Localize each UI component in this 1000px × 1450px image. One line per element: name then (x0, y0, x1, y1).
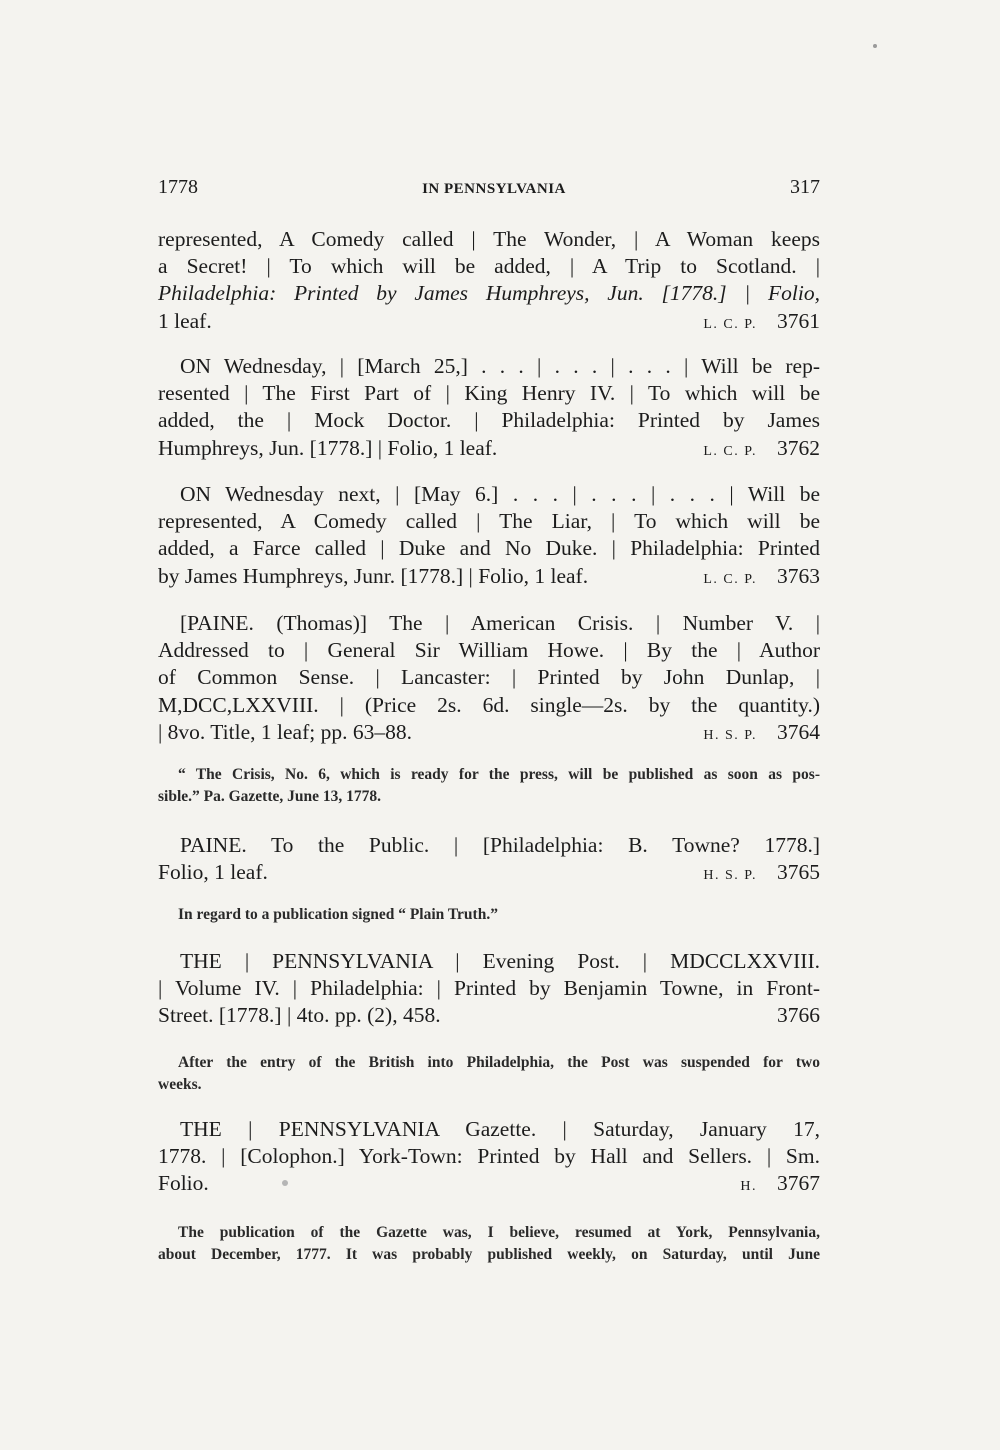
entry-last-line (158, 719, 820, 749)
entry-line: ON Wednesday next, | [May 6.] . . . | . . . | . . . | Will be (180, 482, 820, 506)
entry-number: 3761 (777, 308, 820, 333)
running-title: IN PENNSYLVANIA (422, 181, 566, 197)
location-mark: H. (740, 1179, 757, 1195)
entry-last-text: Street. [1778.] | 4to. pp. (2), 458. (158, 1003, 441, 1028)
entry-3765 (158, 832, 820, 889)
entry-line: ON Wednesday, | [March 25,] . . . | . . . | . . . | Will be rep- (180, 354, 820, 378)
entry-3764 (158, 610, 820, 749)
entry-3763 (158, 481, 820, 593)
entry-line: THE | PENNSYLVANIA Gazette. | Saturday, January 17, (180, 1117, 820, 1141)
entry-line: M,DCC,LXXVIII. | (Price 2s. 6d. single—2s. by the quantity.) (158, 692, 820, 717)
note-line: In regard to a publication signed “ Plain Truth.” (178, 906, 498, 923)
entry-line: of Common Sense. | Lancaster: | Printed by John Dunlap, | (158, 665, 820, 690)
note-line: about December, 1777. It was probably published weekly, on Saturday, until June (158, 1246, 820, 1263)
note-post (158, 1052, 820, 1096)
entry-last-line (158, 1170, 820, 1200)
note-line: After the entry of the British into Philadelphia, the Post was suspended for two (178, 1054, 820, 1071)
header-year: 1778 (158, 176, 198, 198)
entry-number: 3766 (777, 1003, 820, 1028)
location-mark: H. S. P. (703, 868, 757, 884)
note-line: weeks. (158, 1076, 202, 1093)
entry-line: a Secret! | To which will be added, | A Trip to Scotland. | (158, 254, 820, 279)
note-gazette (158, 1222, 820, 1266)
entry-line: added, the | Mock Doctor. | Philadelphia: Printed by James (158, 408, 820, 433)
location-mark: L. C. P. (703, 316, 757, 332)
entry-number: 3762 (777, 435, 820, 460)
entry-last-text: Folio, 1 leaf. (158, 860, 268, 885)
entry-last-text: Folio. (158, 1171, 209, 1196)
note-line: The publication of the Gazette was, I believe, resumed at York, Pennsylvania, (178, 1224, 820, 1241)
note-line: sible.” Pa. Gazette, June 13, 1778. (158, 788, 382, 805)
entry-line: added, a Farce called | Duke and No Duke. | Philadelphia: Printed (158, 536, 820, 561)
entry-last-text: by James Humphreys, Junr. [1778.] | Folio, 1 leaf. (158, 563, 589, 588)
entry-line: Addressed to | General Sir William Howe. | By the | Author (158, 638, 820, 663)
entry-line: represented, A Comedy called | The Liar, | To which will be (158, 509, 820, 534)
entry-last-text: 1 leaf. (158, 308, 212, 333)
entry-line: [PAINE. (Thomas)] The | American Crisis. | Number V. | (180, 611, 820, 635)
page-number: 317 (789, 176, 820, 198)
entry-last-text: Humphreys, Jun. [1778.] | Folio, 1 leaf. (158, 435, 498, 460)
entry-last-line (158, 308, 820, 338)
entry-line: PAINE. To the Public. | [Philadelphia: B. Towne? 1778.] (180, 833, 820, 857)
entry-last-text: | 8vo. Title, 1 leaf; pp. 63–88. (158, 719, 412, 744)
entry-last-line (158, 563, 820, 593)
location-mark: H. S. P. (703, 727, 757, 743)
entry-last-line (158, 435, 820, 465)
entry-line: resented | The First Part of | King Henry IV. | To which will be (158, 381, 820, 406)
location-mark: L. C. P. (703, 571, 757, 587)
entry-line: THE | PENNSYLVANIA | Evening Post. | MDCCLXXVIII. (180, 949, 820, 973)
entry-3767 (158, 1116, 820, 1201)
entry-3761 (158, 226, 820, 338)
note-plain-truth (158, 904, 820, 926)
entry-number: 3763 (777, 563, 820, 588)
entry-line: represented, A Comedy called | The Wonder, | A Woman keeps (158, 227, 820, 251)
entry-3766 (158, 948, 820, 1033)
entry-last-line (158, 859, 820, 889)
entry-number: 3767 (777, 1171, 820, 1196)
entry-line: | Volume IV. | Philadelphia: | Printed by Benjamin Towne, in Front- (158, 976, 820, 1001)
entry-number: 3765 (777, 860, 820, 885)
entry-last-line (158, 1002, 820, 1032)
note-crisis (158, 764, 820, 808)
paper-speck (282, 1180, 288, 1186)
running-header (158, 176, 820, 199)
location-mark: L. C. P. (703, 443, 757, 459)
paper-speck (873, 44, 877, 48)
entry-line: Philadelphia: Printed by James Humphreys, Jun. [1778.] | Folio, (158, 281, 820, 306)
note-line: “ The Crisis, No. 6, which is ready for the press, will be published as soon as pos- (178, 766, 820, 783)
entry-number: 3764 (777, 719, 820, 744)
entry-line: 1778. | [Colophon.] York-Town: Printed by Hall and Sellers. | Sm. (158, 1144, 820, 1169)
entry-3762 (158, 353, 820, 465)
